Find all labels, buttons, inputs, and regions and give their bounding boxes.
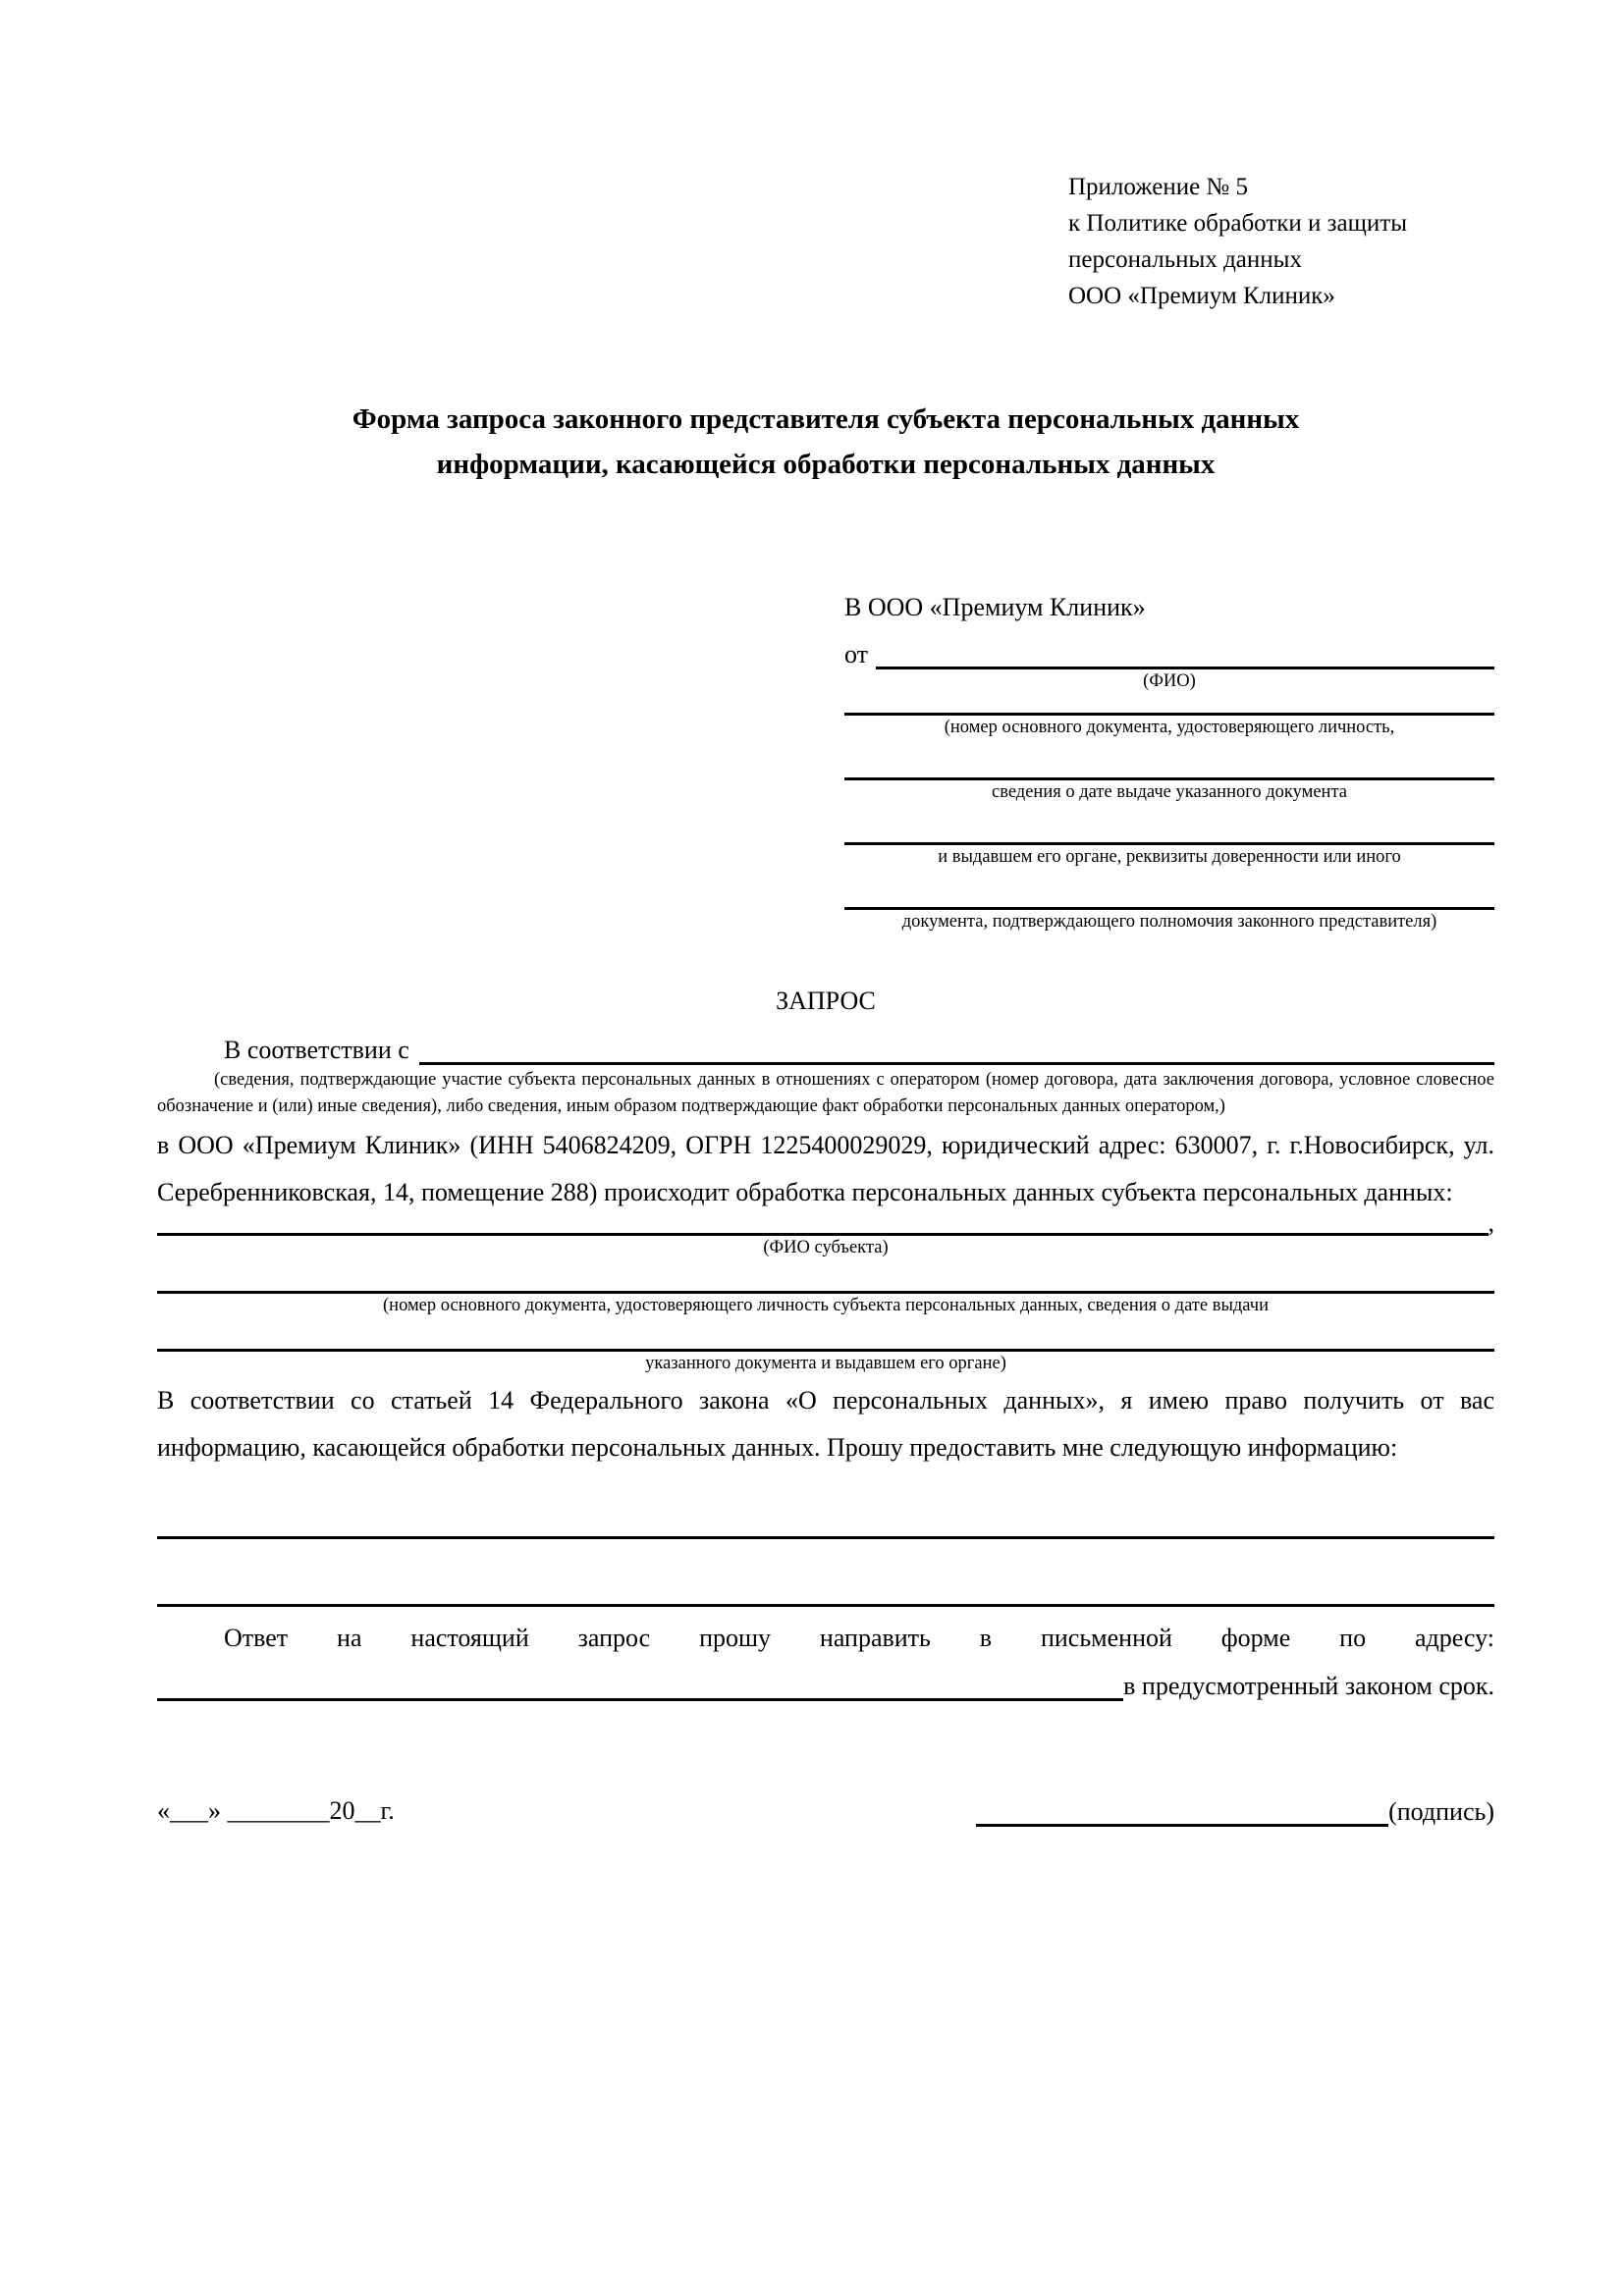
subject-doc-caption2: указанного документа и выдавшем его органе) bbox=[645, 1354, 1006, 1373]
subject-fio-line bbox=[157, 1208, 1494, 1237]
trailing-comma: , bbox=[1488, 1208, 1494, 1237]
request-heading: ЗАПРОС bbox=[776, 987, 876, 1015]
accordance-caption: (сведения, подтверждающие участие субъекта персональных данных в отношениях с оператором (номер договора, дата заключения договора, условное словесное обозначение и (или) иные сведения), либо сведения, иным образом подтверждающие факт обработки персональных данных оператором,) bbox=[157, 1070, 1494, 1116]
date-line: «___» ________20__г. bbox=[157, 1796, 395, 1825]
addressee-to: В ООО «Премиум Клиник» bbox=[844, 593, 1146, 621]
blank-caption: документа, подтверждающего полномочия законного представителя) bbox=[901, 912, 1437, 932]
appendix-header bbox=[1068, 169, 1494, 314]
appendix-header-line: к Политике обработки и защиты bbox=[1068, 210, 1408, 237]
answer-suffix: в предусмотренный законом срок. bbox=[1123, 1672, 1494, 1700]
signature-block bbox=[976, 1796, 1494, 1827]
blank-line-signature bbox=[976, 1796, 1388, 1827]
signature-caption: (подпись) bbox=[1388, 1797, 1494, 1826]
blank-caption: (номер основного документа, удостоверяющего личность, bbox=[944, 718, 1395, 737]
addressee-from-line bbox=[844, 626, 1494, 669]
blank-line-info2 bbox=[157, 1584, 1494, 1607]
blank-line-authority-doc bbox=[844, 869, 1494, 910]
blank-line-subject-fio bbox=[157, 1203, 1489, 1236]
addressee-blank-group bbox=[844, 869, 1494, 934]
accordance-label: В соответствии с bbox=[224, 1036, 409, 1064]
from-label: от bbox=[844, 640, 869, 668]
footer-row bbox=[157, 1795, 1494, 1827]
blank-line-fio bbox=[876, 637, 1494, 669]
subject-doc-caption1: (номер основного документа, удостоверяющего личность субъекта персональных данных, сведения о дате выдачи bbox=[383, 1296, 1269, 1315]
addressee-blank-group bbox=[844, 693, 1494, 739]
document-title-line1: Форма запроса законного представителя субъекта персональных данных bbox=[352, 403, 1300, 435]
answer-paragraph: Ответ на настоящий запрос прошу направить в письменной форме по адресу: bbox=[224, 1624, 1494, 1652]
blank-line-address bbox=[157, 1669, 1123, 1701]
document-title-line2: информации, касающейся обработки персональных данных bbox=[436, 449, 1216, 480]
blank-line-info1 bbox=[157, 1517, 1494, 1539]
addressee-block bbox=[844, 589, 1494, 934]
law-paragraph: В соответствии со статьей 14 Федерального закона «О персональных данных», я имею право получить от вас информацию, касающейся обработки персональных данных. Прошу предоставить мне следующую информацию: bbox=[157, 1386, 1494, 1462]
addressee-blank-group bbox=[844, 739, 1494, 804]
blank-line-accordance bbox=[419, 1033, 1494, 1065]
subject-fio-caption: (ФИО субъекта) bbox=[763, 1238, 889, 1257]
addressee-blank-group bbox=[844, 804, 1494, 869]
blank-line-subject-doc2 bbox=[157, 1317, 1494, 1352]
blank-line-doc-issuer bbox=[844, 804, 1494, 845]
blank-line-doc-number bbox=[844, 693, 1494, 716]
blank-caption: сведения о дате выдаче указанного документа bbox=[992, 782, 1347, 802]
blank-line-doc-date bbox=[844, 739, 1494, 780]
operator-paragraph: в ООО «Премиум Клиник» (ИНН 5406824209, ОГРН 1225400029029, юридический адрес: 630007, г. г.Новосибирск, ул. Серебренниковская, 14, помещение 288) происходит обработка персональных данных субъекта персональных данных: bbox=[157, 1131, 1494, 1206]
blank-line-subject-doc1 bbox=[157, 1259, 1494, 1294]
accordance-line bbox=[157, 1026, 1494, 1065]
fio-caption: (ФИО) bbox=[1143, 671, 1196, 691]
answer-address-line bbox=[157, 1660, 1494, 1701]
appendix-header-line: Приложение № 5 bbox=[1068, 174, 1249, 200]
document-title bbox=[157, 397, 1494, 487]
blank-caption: и выдавшем его органе, реквизиты доверенности или иного bbox=[938, 847, 1401, 867]
appendix-header-line: ООО «Премиум Клиник» bbox=[1068, 283, 1335, 309]
appendix-header-line: персональных данных bbox=[1068, 246, 1302, 273]
